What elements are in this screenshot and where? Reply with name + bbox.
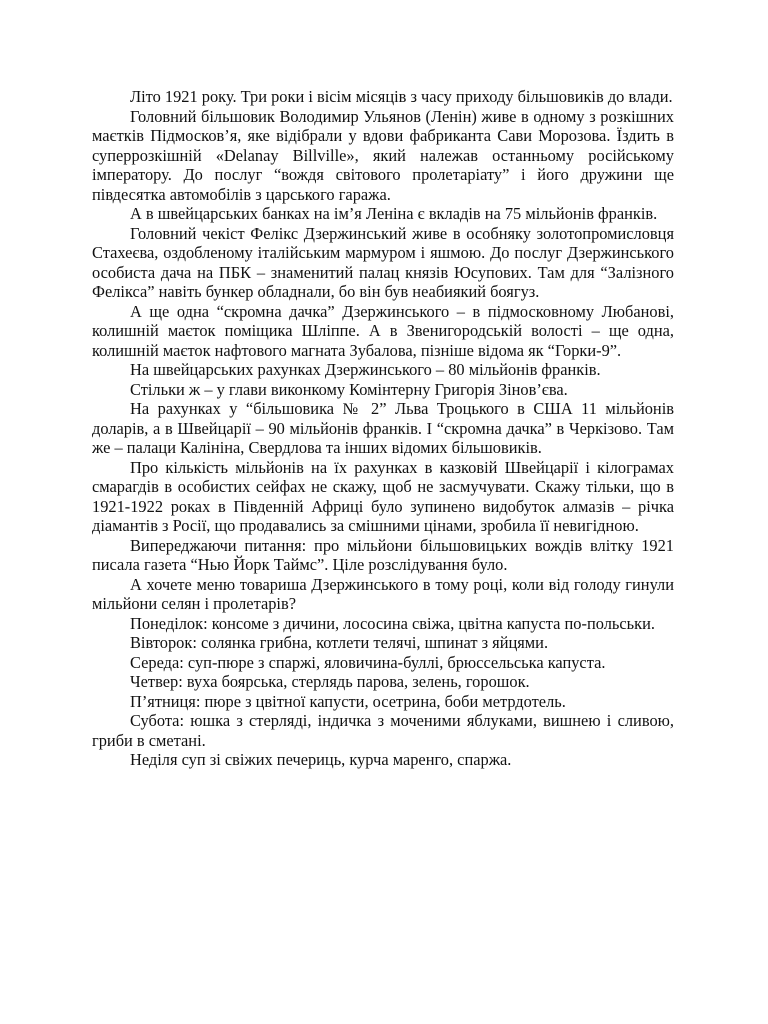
paragraph: А хочете меню товариша Дзержинського в тому році, коли від голоду гинули мільйони селян і пролетарів? [92,574,674,613]
paragraph: А в швейцарських банках на ім’я Леніна є вкладів на 75 мільйонів франків. [130,204,658,223]
paragraph: Головний більшовик Володимир Ульянов (Ленін) живе в одному з розкішних маєтків Підмосков’я, яке відібрали у вдови фабриканта Сави Морозова. Їздить в суперрозкішній «Delanay Billville», який належав останньому російському імператору. До послуг “вождя світового пролетаріату” і його дружини ще півдесятка автомобілів з царського гаража. [92,106,674,204]
menu-item-monday: Понеділок: консоме з дичини, лососина свіжа, цвітна капуста по-польськи. [130,613,655,633]
paragraph: На швейцарських рахунках Дзержинського – 80 мільйонів франків. [130,360,601,379]
paragraph: Про кількість мільйонів на їх рахунках в казковій Швейцарії і кілограмах смарагдів в особистих сейфах не скажу, щоб не засмучувати. Скажу тільки, що в 1921-1922 роках в Південній Африці було зупинено видобуток алмазів – річка діамантів з Росії, що продавались за смішними цінами, зробила її невигідною. [92,457,674,535]
menu-item-sunday: Неділя суп зі свіжих печериць, курча маренго, спаржа. [130,750,512,769]
document-body [92,87,674,770]
menu-item-friday: П’ятниця: пюре з цвітної капусти, осетрина, боби метрдотель. [130,691,566,711]
paragraph: Головний чекіст Фелікс Дзержинський живе в особняку золотопромисловця Стахеєва, оздобленому італійським мармуром і яшмою. До послуг Дзержинського особиста дача на ПБК – знаменитий палац князів Юсупових. Там для “Залізного Фелікса” навіть бункер обладнали, бо він був неабиякий боягуз. [92,223,674,301]
paragraph: А ще одна “скромна дачка” Дзержинського – в підмосковному Любанові, колишній маєток поміщика Шліппе. А в Звенигородській волості – ще одна, колишній маєток нафтового магната Зубалова, пізніше відома як “Горки-9”. [92,301,674,360]
paragraph: Літо 1921 року. Три роки і вісім місяців з часу приходу більшовиків до влади. [130,87,673,106]
menu-item-wednesday: Середа: суп-пюре з спаржі, яловичина-буллі, брюссельська капуста. [130,652,606,672]
paragraph: Стільки ж – у глави виконкому Комінтерну Григорія Зінов’єва. [130,379,568,399]
menu-item-tuesday: Вівторок: солянка грибна, котлети телячі, шпинат з яйцями. [130,633,549,652]
paragraph: На рахунках у “більшовика № 2” Льва Троцького в США 11 мільйонів доларів, а в Швейцарії – 90 мільйонів франків. І “скромна дачка” в Черкізово. Там же – палаци Калініна, Свердлова та інших відомих більшовиків. [92,399,674,457]
paragraph: Випереджаючи питання: про мільйони більшовицьких вождів влітку 1921 писала газета “Нью Йорк Таймс”. Ціле розслідування було. [92,535,674,574]
menu-item-thursday: Четвер: вуха боярська, стерлядь парова, зелень, горошок. [130,672,530,691]
menu-item-saturday: Субота: юшка з стерляді, індичка з моченими яблуками, вишнею і сливою, гриби в сметані. [92,711,674,750]
